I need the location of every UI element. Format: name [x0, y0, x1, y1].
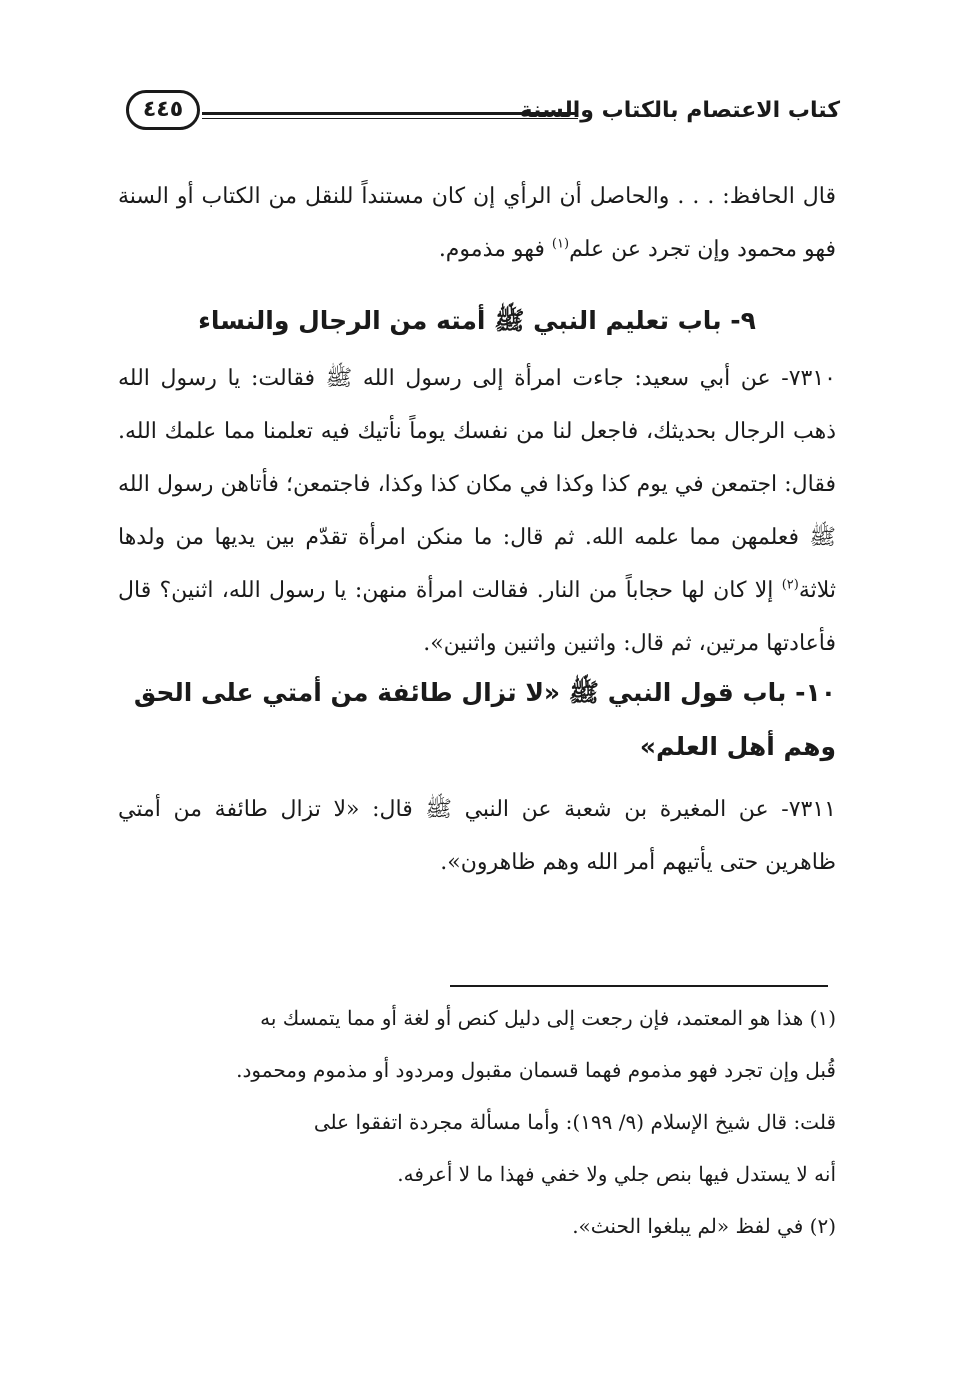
intro-paragraph: [118, 170, 836, 276]
chapter-9-heading: ٩- باب تعليم النبي ﷺ أمته من الرجال والنساء: [198, 306, 756, 335]
footnote-ref-1: (١): [551, 236, 570, 252]
intro-text: قال الحافظ: . . . والحاصل أن الرأي إن كان مستنداً للنقل من الكتاب أو السنة فهو محمود وإن تجرد عن علم: [118, 184, 836, 262]
hadith-7311: ٧٣١١- عن المغيرة بن شعبة عن النبي ﷺ قال: «لا تزال طائفة من أمتي ظاهرين حتى يأتيهم أمر الله وهم ظاهرون».: [118, 797, 836, 875]
footnote-ref-2: (٢): [781, 577, 799, 593]
footnote-1-line-3: قلت: قال شيخ الإسلام (٩/ ١٩٩): وأما مسألة مجردة اتفقوا على: [313, 1110, 836, 1134]
page-number: ٤٤٥: [126, 90, 200, 130]
footnote-1-line-1: (١) هذا هو المعتمد، فإن رجعت إلى دليل كنص أو لغة أو مما يتمسك به: [260, 1006, 836, 1030]
footnote-2: (٢) في لفظ «لم يبلغوا الحنث».: [572, 1214, 836, 1238]
footnote-separator: [450, 985, 828, 987]
footnote-1-line-2: قُبل وإن تجرد فهو مذموم فهما قسمان مقبول ومردود أو مذموم ومحمود.: [236, 1058, 836, 1082]
footnote-1-line-4: أنه لا يستدل فيها بنص جلي ولا خفي فهذا ما لا أعرفه.: [397, 1162, 836, 1186]
chapter-10-heading: ١٠- باب قول النبي ﷺ «لا تزال طائفة من أمتي على الحق وهم أهل العلم»: [133, 678, 836, 761]
hadith-7310-text: ٧٣١٠- عن أبي سعيد: جاءت امرأة إلى رسول الله ﷺ فقالت: يا رسول الله ذهب الرجال بحديثك، فاجعل لنا من نفسك يوماً نأتيك فيه تعلمنا مما علمك الله. فقال: اجتمعن في يوم كذا وكذا في مكان كذا وكذا، فاجتمعن؛ فأتاهن رسول الله ﷺ فعلمهن مما علمه الله. ثم قال: ما منكن امرأة تقدّم بين يديها من ولدها ثلاثة: [118, 366, 836, 603]
intro-text-end: فهو مذموم.: [438, 237, 552, 262]
running-header: [118, 88, 840, 134]
hadith-7310: [118, 352, 836, 670]
header-rule: [202, 112, 578, 119]
hadith-7310-text-end: إلا كان لها حجاباً من النار. فقالت امرأة منهن: يا رسول الله، اثنين؟ قال فأعادتها مرتين، ثم قال: واثنين واثنين واثنين».: [118, 578, 836, 656]
book-title: كتاب الاعتصام بالكتاب والسنة: [519, 98, 840, 123]
footnotes: [118, 992, 836, 1252]
